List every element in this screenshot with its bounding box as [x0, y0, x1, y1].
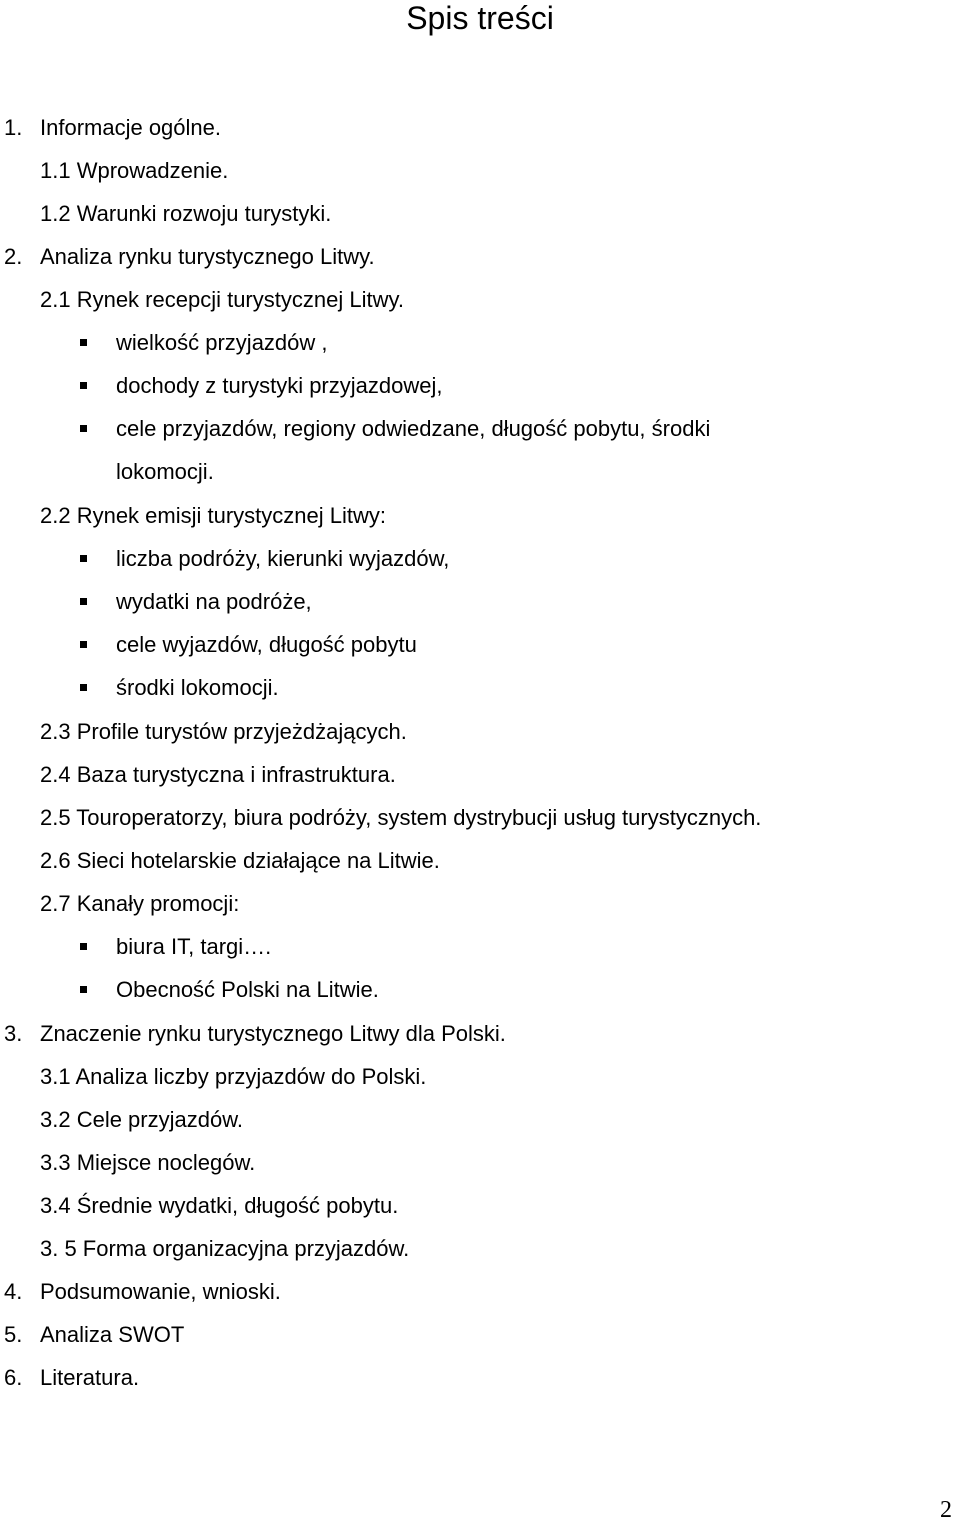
toc-bullet-item: cele wyjazdów, długość pobytu [116, 632, 417, 657]
toc-subsection-2-5: 2.5 Touroperatorzy, biura podróży, system dystrybucji usług turystycznych. [40, 805, 762, 830]
toc-section-title: Znaczenie rynku turystycznego Litwy dla Polski. [40, 1021, 506, 1046]
square-bullet-icon [80, 339, 87, 346]
toc-section-number: 3. [4, 1021, 23, 1046]
toc-subsection-3-2: 3.2 Cele przyjazdów. [40, 1107, 243, 1132]
toc-subsection-1-1: 1.1 Wprowadzenie. [40, 158, 229, 183]
toc-subsection-3-3: 3.3 Miejsce noclegów. [40, 1150, 256, 1175]
toc-bullet-item: liczba podróży, kierunki wyjazdów, [116, 546, 450, 571]
toc-bullet-item: cele przyjazdów, regiony odwiedzane, długość pobytu, środki [116, 416, 711, 441]
square-bullet-icon [80, 598, 87, 605]
toc-subsection-1-2: 1.2 Warunki rozwoju turystyki. [40, 201, 332, 226]
toc-section-title: Informacje ogólne. [40, 115, 221, 140]
toc-subsection-2-6: 2.6 Sieci hotelarskie działające na Litwie. [40, 848, 440, 873]
square-bullet-icon [80, 555, 87, 562]
page-title: Spis treści [406, 0, 554, 36]
toc-section-title: Analiza SWOT [40, 1322, 185, 1347]
toc-section-title: Podsumowanie, wnioski. [40, 1279, 281, 1304]
toc-bullet-item: środki lokomocji. [116, 675, 279, 700]
toc-bullet-item: dochody z turystyki przyjazdowej, [116, 373, 443, 398]
toc-subsection-2-4: 2.4 Baza turystyczna i infrastruktura. [40, 762, 396, 787]
page-number: 2 [940, 1497, 952, 1523]
toc-subsection-2-1: 2.1 Rynek recepcji turystycznej Litwy. [40, 287, 404, 312]
toc-subsection-3-4: 3.4 Średnie wydatki, długość pobytu. [40, 1193, 399, 1218]
toc-bullet-item: wydatki na podróże, [116, 589, 312, 614]
toc-subsection-2-3: 2.3 Profile turystów przyjeżdżających. [40, 719, 407, 744]
toc-section-title: Literatura. [40, 1365, 140, 1390]
toc-bullet-item: biura IT, targi…. [116, 934, 272, 959]
toc-section-number: 5. [4, 1322, 23, 1347]
toc-section-number: 6. [4, 1365, 23, 1390]
toc-section-number: 2. [4, 244, 23, 269]
toc-bullet-item: wielkość przyjazdów , [116, 330, 328, 355]
square-bullet-icon [80, 986, 87, 993]
square-bullet-icon [80, 943, 87, 950]
toc-section-title: Analiza rynku turystycznego Litwy. [40, 244, 375, 269]
square-bullet-icon [80, 425, 87, 432]
toc-subsection-3-1: 3.1 Analiza liczby przyjazdów do Polski. [40, 1064, 427, 1089]
square-bullet-icon [80, 382, 87, 389]
toc-subsection-2-7: 2.7 Kanały promocji: [40, 891, 240, 916]
toc-section-number: 1. [4, 115, 23, 140]
toc-subsection-3-5: 3. 5 Forma organizacyjna przyjazdów. [40, 1236, 410, 1261]
square-bullet-icon [80, 684, 87, 691]
toc-bullet-item-continuation: lokomocji. [116, 459, 214, 484]
toc-subsection-2-2: 2.2 Rynek emisji turystycznej Litwy: [40, 503, 386, 528]
toc-bullet-item: Obecność Polski na Litwie. [116, 977, 379, 1002]
toc-section-number: 4. [4, 1279, 23, 1304]
square-bullet-icon [80, 641, 87, 648]
